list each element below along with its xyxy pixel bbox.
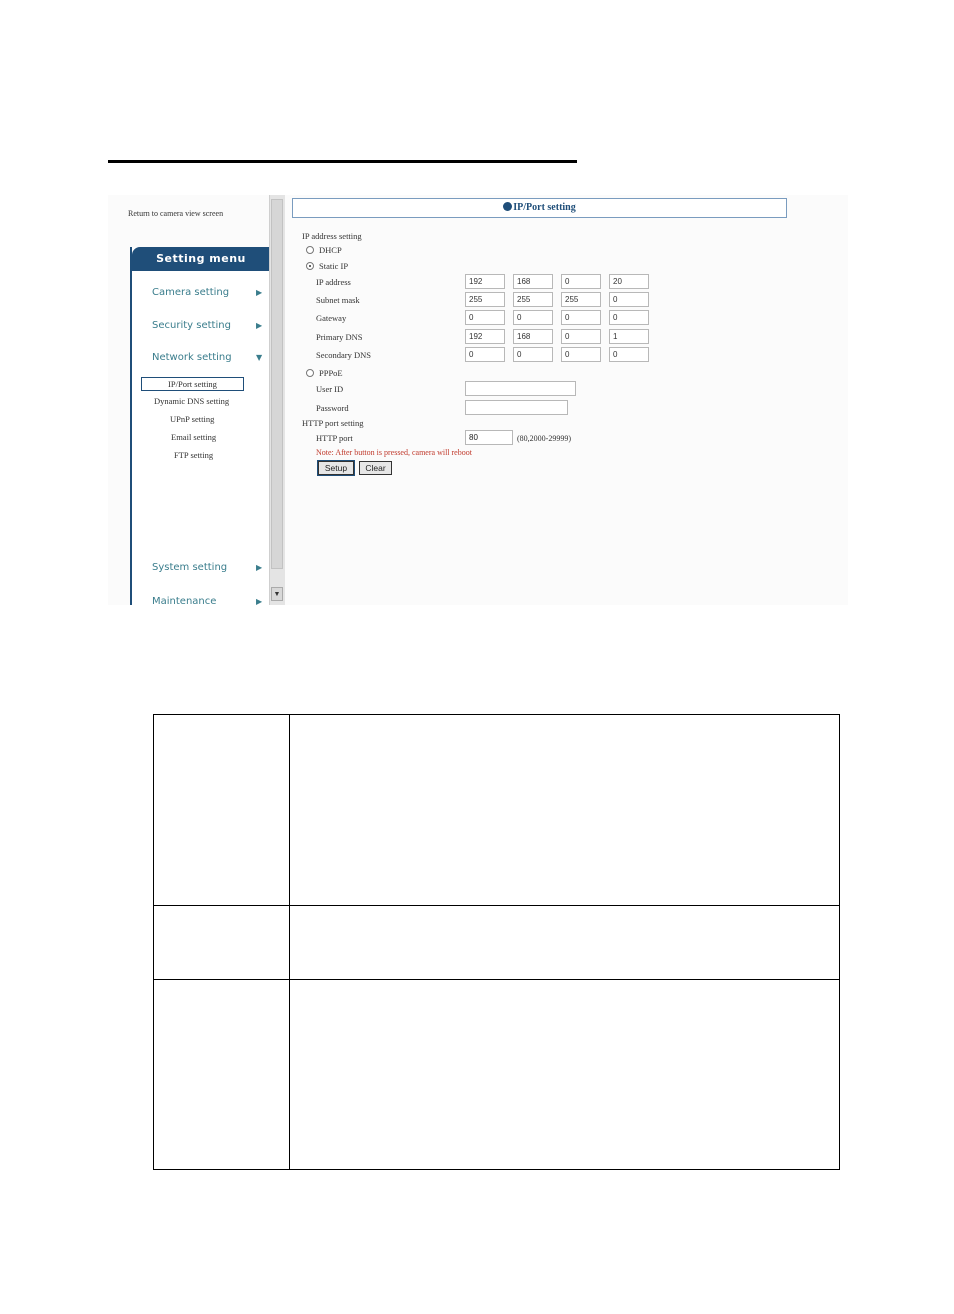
ip-address-label: IP address xyxy=(316,277,351,287)
primary-dns-label: Primary DNS xyxy=(316,332,363,342)
menu-item-ftp-setting[interactable]: FTP setting xyxy=(174,450,214,460)
subnet-mask-label: Subnet mask xyxy=(316,295,360,305)
expand-arrow-icon: ▶ xyxy=(256,563,263,572)
table-row xyxy=(154,715,840,906)
user-id-input[interactable] xyxy=(465,381,576,396)
pppoe-radio[interactable] xyxy=(306,369,314,377)
user-id-label: User ID xyxy=(316,384,344,394)
gateway-octet-1[interactable]: 0 xyxy=(465,310,505,325)
menu-scrollbar[interactable] xyxy=(269,195,285,605)
secondary-dns-octet-3[interactable]: 0 xyxy=(561,347,601,362)
menu-category-label: Maintenance xyxy=(152,596,217,605)
menu-item-email-setting[interactable]: Email setting xyxy=(171,432,217,442)
scroll-down-icon[interactable]: ▼ xyxy=(271,587,283,601)
menu-security-setting[interactable] xyxy=(152,320,263,331)
subnet-mask-octet-2[interactable]: 255 xyxy=(513,292,553,307)
dhcp-radio[interactable] xyxy=(306,246,314,254)
primary-dns-octet-3[interactable]: 0 xyxy=(561,329,601,344)
subnet-mask-octet-1[interactable]: 255 xyxy=(465,292,505,307)
ip-address-octet-3[interactable]: 0 xyxy=(561,274,601,289)
http-port-input[interactable]: 80 xyxy=(465,430,513,445)
menu-category-label: Security setting xyxy=(152,320,231,331)
table-cell xyxy=(154,715,290,906)
table-row xyxy=(154,980,840,1170)
table-cell xyxy=(290,980,840,1170)
dhcp-label: DHCP xyxy=(319,245,342,255)
menu-network-setting[interactable] xyxy=(152,352,263,363)
collapse-arrow-icon: ▼ xyxy=(256,353,263,362)
setting-menu-header: Setting menu xyxy=(132,247,270,271)
password-input[interactable] xyxy=(465,400,568,415)
static-ip-label: Static IP xyxy=(319,261,349,271)
static-ip-radio[interactable] xyxy=(306,262,314,270)
primary-dns-octet-4[interactable]: 1 xyxy=(609,329,649,344)
ip-address-octet-4[interactable]: 20 xyxy=(609,274,649,289)
password-label: Password xyxy=(316,403,349,413)
table-cell xyxy=(154,906,290,980)
section-title-underline xyxy=(108,160,577,163)
ip-address-octet-1[interactable]: 192 xyxy=(465,274,505,289)
expand-arrow-icon: ▶ xyxy=(256,321,263,330)
http-port-range: (80,2000-29999) xyxy=(517,434,571,443)
menu-item-ip-port-setting[interactable]: IP/Port setting xyxy=(141,377,244,391)
return-to-camera-view-link[interactable]: Return to camera view screen xyxy=(128,209,224,218)
http-port-label: HTTP port xyxy=(316,433,353,443)
menu-item-dynamic-dns-setting[interactable]: Dynamic DNS setting xyxy=(154,396,230,406)
reboot-note: Note: After button is pressed, camera will reboot xyxy=(316,448,472,457)
page-title-text: IP/Port setting xyxy=(513,202,576,213)
subnet-mask-octet-3[interactable]: 255 xyxy=(561,292,601,307)
scrollbar-thumb[interactable] xyxy=(271,199,283,569)
menu-camera-setting[interactable] xyxy=(152,287,263,298)
menu-category-label: System setting xyxy=(152,562,228,573)
setup-button[interactable]: Setup xyxy=(318,461,354,475)
ip-address-setting-heading: IP address setting xyxy=(302,231,362,241)
primary-dns-octet-2[interactable]: 168 xyxy=(513,329,553,344)
globe-icon xyxy=(503,202,512,211)
page-title xyxy=(292,198,787,218)
menu-system-setting[interactable] xyxy=(152,562,263,573)
description-table xyxy=(153,714,840,1170)
expand-arrow-icon: ▶ xyxy=(256,597,263,605)
ip-address-octet-2[interactable]: 168 xyxy=(513,274,553,289)
primary-dns-octet-1[interactable]: 192 xyxy=(465,329,505,344)
table-cell xyxy=(154,980,290,1170)
menu-maintenance[interactable] xyxy=(152,596,263,605)
secondary-dns-label: Secondary DNS xyxy=(316,350,372,360)
table-cell xyxy=(290,715,840,906)
menu-item-upnp-setting[interactable]: UPnP setting xyxy=(170,414,215,424)
secondary-dns-octet-1[interactable]: 0 xyxy=(465,347,505,362)
subnet-mask-octet-4[interactable]: 0 xyxy=(609,292,649,307)
menu-category-label: Network setting xyxy=(152,352,232,363)
secondary-dns-octet-2[interactable]: 0 xyxy=(513,347,553,362)
http-port-setting-heading: HTTP port setting xyxy=(302,418,364,428)
gateway-label: Gateway xyxy=(316,313,347,323)
camera-settings-screenshot xyxy=(108,195,848,605)
pppoe-label: PPPoE xyxy=(319,368,343,378)
clear-button[interactable]: Clear xyxy=(359,461,392,475)
secondary-dns-octet-4[interactable]: 0 xyxy=(609,347,649,362)
table-cell xyxy=(290,906,840,980)
gateway-octet-2[interactable]: 0 xyxy=(513,310,553,325)
gateway-octet-4[interactable]: 0 xyxy=(609,310,649,325)
gateway-octet-3[interactable]: 0 xyxy=(561,310,601,325)
menu-category-label: Camera setting xyxy=(152,287,230,298)
table-row xyxy=(154,906,840,980)
setting-menu xyxy=(130,247,270,605)
expand-arrow-icon: ▶ xyxy=(256,288,263,297)
